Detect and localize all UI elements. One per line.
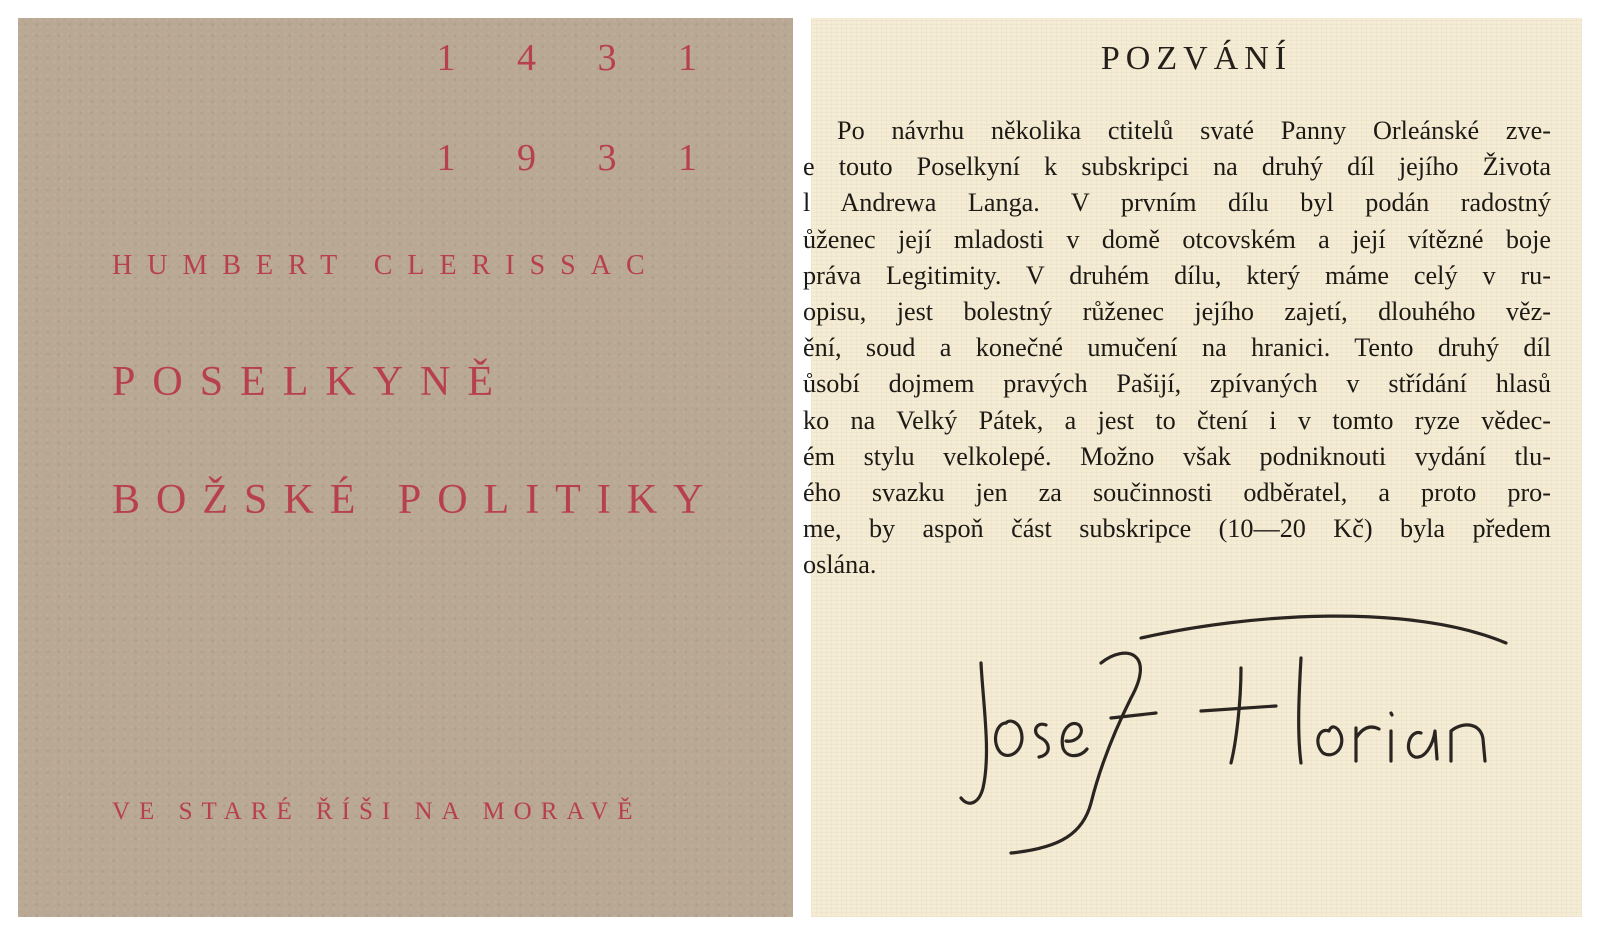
invitation-page [803,18,1582,917]
book-cover [18,18,793,917]
cover-year-end: 1 9 3 1 [436,137,723,179]
body-line: l Andrewa Langa. V prvním dílu byl podán radostný [803,188,1551,218]
body-line: ém stylu velkolepé. Možno však podniknouti vydání tlu- [803,441,1551,471]
invitation-body [803,113,1551,584]
handwritten-signature [951,603,1511,863]
body-line: opisu, jest bolestný růženec jejího zajetí, dlouhého věz- [803,297,1551,327]
body-line: práva Legitimity. V druhém dílu, který máme celý v ru- [803,260,1551,290]
cover-year-start: 1 4 3 1 [436,37,723,79]
cover-author: HUMBERT CLERISSAC [112,250,660,281]
cover-title-line-1: POSELKYNĚ [112,359,511,405]
body-line: e touto Poselkyní k subskripci na druhý díl jejího Života [803,152,1551,182]
body-line: ůženec její mladosti v domě otcovském a její vítězné boje [803,224,1551,254]
body-line: ění, soud a konečné umučení na hranici. Tento druhý díl [803,333,1551,363]
body-line: oslána. [803,550,877,580]
body-line: ůsobí dojmem pravých Pašijí, zpívaných v střídání hlasů [803,369,1551,399]
cover-publication-place: VE STARÉ ŘÍŠI NA MORAVĚ [112,798,642,825]
body-line: me, by aspoň část subskripce (10—20 Kč) byla předem [803,514,1551,544]
body-line: ého svazku jen za součinnosti odběratel, a proto pro- [803,478,1551,508]
body-line: Po návrhu několika ctitelů svaté Panny Orleánské zve- [837,116,1551,145]
invitation-heading: POZVÁNÍ [1100,40,1293,77]
cover-title-line-2: BOŽSKÉ POLITIKY [112,477,720,523]
body-line: ko na Velký Pátek, a jest to čtení i v tomto ryze vědec- [803,405,1551,435]
